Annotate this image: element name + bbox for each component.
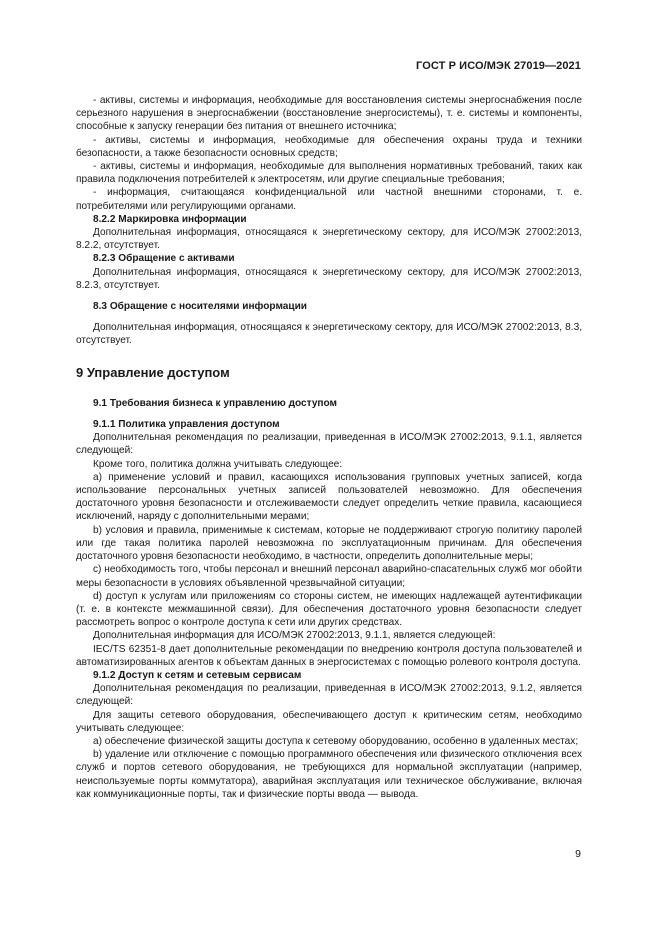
- paragraph: - активы, системы и информация, необходимые для восстановления системы энергоснабжения после серьезного нарушения в энергоснабжении (восстановление энергосистемы), т. е. системы и компоненты, способные к запуску генерации без питания от внешнего источника;: [76, 95, 582, 133]
- paragraph: Дополнительная информация, относящаяся к энергетическому сектору, для ИСО/МЭК 27002:2013, 8.3, отсутствует.: [76, 322, 582, 347]
- paragraph: - активы, системы и информация, необходимые для обеспечения охраны труда и техники безопасности, а также безопасности основных средств;: [76, 134, 582, 159]
- heading-9: 9 Управление доступом: [76, 364, 230, 380]
- paragraph: - активы, системы и информация, необходимые для выполнения нормативных требований, таких как правила подключения потребителей к электросетям, или другие специальные требования;: [76, 161, 582, 186]
- list-item: a) применение условий и правил, касающихся использования групповых учетных записей, когда использование персональных учетных записей пользователей невозможно. Для обеспечения достаточного уровня безопасности и отслеживаемости следует определить четкие правила, касающиеся исключений, наряду с дополнительными мерами;: [76, 471, 582, 523]
- list-item: b) удаление или отключение с помощью программного обеспечения или физического отключения всех служб и портов сетевого оборудования, не требующихся для нормальной эксплуатации (например, неиспользуемые порты коммутатора), аварийная эксплуатация или техническое обслуживание, включая как коммуникационные порты, так и физические порты ввода — вывода.: [76, 749, 582, 800]
- list-item: a) обеспечение физической защиты доступа к сетевому оборудованию, особенно в удаленных местах;: [93, 735, 579, 747]
- document-id-header: ГОСТ Р ИСО/МЭК 27019—2021: [416, 60, 581, 72]
- paragraph: - информация, считающаяся конфиденциальной или частной внешними сторонами, т. е. потребителями или регулирующими органами.: [76, 187, 582, 212]
- list-item: d) доступ к услугам или приложениям со стороны систем, не имеющих надлежащей аутентификации (т. е. в контексте межмашинной связи). Для обеспечения достаточного уровня безопасности следует рассмотреть вопрос о контроле доступа к сети или других средствах.: [76, 590, 582, 629]
- paragraph: Дополнительная информация, относящаяся к энергетическому сектору, для ИСО/МЭК 27002:2013, 8.2.3, отсутствует.: [76, 266, 582, 291]
- heading-9-1-2: 9.1.2 Доступ к сетям и сетевым сервисам: [93, 669, 302, 681]
- paragraph: Дополнительная рекомендация по реализации, приведенная в ИСО/МЭК 27002:2013, 9.1.1, является следующей:: [76, 432, 582, 457]
- paragraph: Дополнительная рекомендация по реализации, приведенная в ИСО/МЭК 27002:2013, 9.1.2, является следующей:: [76, 683, 582, 708]
- heading-9-1-1: 9.1.1 Политика управления доступом: [93, 419, 280, 431]
- paragraph: Дополнительная информация для ИСО/МЭК 27002:2013, 9.1.1, является следующей:: [93, 630, 496, 642]
- paragraph: IEC/TS 62351-8 дает дополнительные рекомендации по внедрению контроля доступа пользователей и автоматизированных агентов к объектам данных в энергосистемах с помощью ролевого контроля доступа.: [76, 643, 582, 668]
- paragraph: Для защиты сетевого оборудования, обеспечивающего доступ к критическим сетям, необходимо учитывать следующее:: [76, 709, 582, 734]
- heading-8-2-2: 8.2.2 Маркировка информации: [93, 213, 247, 225]
- heading-9-1: 9.1 Требования бизнеса к управлению доступом: [93, 397, 338, 409]
- list-item: c) необходимость того, чтобы персонал и внешний персонал аварийно-спасательных служб мог обойти меры безопасности в условиях объявленной чрезвычайной ситуации;: [76, 564, 582, 589]
- heading-8-2-3: 8.2.3 Обращение с активами: [93, 253, 235, 265]
- paragraph: Кроме того, политика должна учитывать следующее:: [93, 458, 343, 470]
- heading-8-3: 8.3 Обращение с носителями информации: [93, 301, 308, 313]
- list-item: b) условия и правила, применимые к системам, которые не поддерживают строгую политику паролей или где такая политика паролей невозможна по эксплуатационным причинам. Для обеспечения достаточного уровня безопасности необходимо, в частности, определить дополнительные меры;: [76, 524, 582, 563]
- page-body: [76, 94, 582, 801]
- paragraph: Дополнительная информация, относящаяся к энергетическому сектору, для ИСО/МЭК 27002:2013, 8.2.2, отсутствует.: [76, 227, 582, 252]
- page-number: 9: [575, 848, 581, 860]
